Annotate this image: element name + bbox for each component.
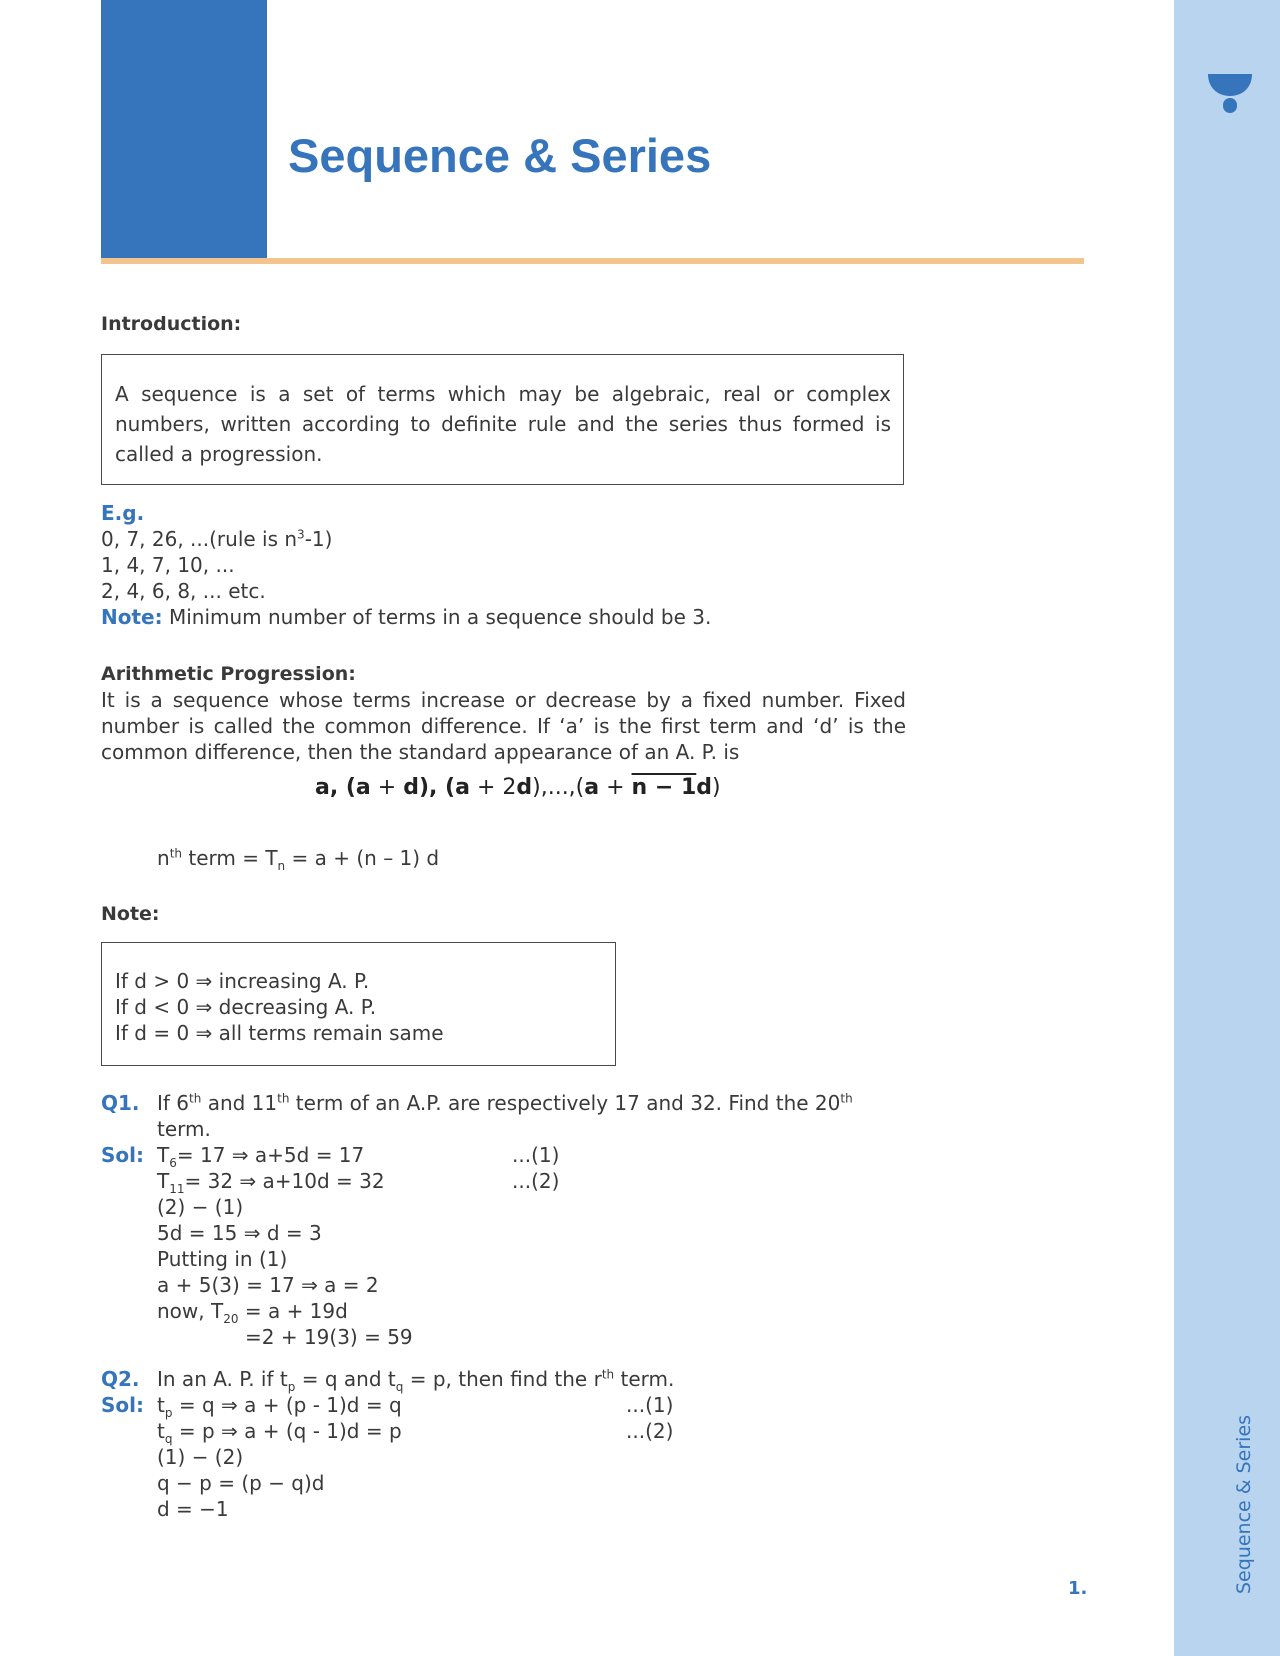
q1-sol-label: Sol: — [101, 1143, 144, 1167]
q1-step-7: now, $T_{20} = a + 19d$ — [157, 1299, 348, 1326]
q2-step-3: (1) − (2) — [157, 1445, 244, 1469]
q2-label: Q2. — [101, 1367, 140, 1391]
q1-step-8: =2 + 19(3) = 59 — [245, 1325, 413, 1349]
example-line-2: 1, 4, 7, 10, ... — [101, 553, 235, 577]
introduction-heading: Introduction: — [101, 313, 242, 335]
definition-box — [101, 354, 904, 485]
note-line-increasing: If d > 0 ⇒ increasing A. P. — [115, 969, 370, 993]
q1-step-3: (2) − (1) — [157, 1195, 244, 1219]
note-minimum-terms: Note: Minimum number of terms in a sequence should be 3. — [101, 605, 712, 629]
sidebar-vertical-title: Sequence & Series — [1233, 1414, 1255, 1594]
q2-ref-1: ...(1) — [626, 1393, 674, 1417]
right-sidebar — [1174, 0, 1280, 1656]
q2-question: In an A. P. if $t_p = q$ and $t_q = p$, then find the $r^{th}$ term. — [157, 1367, 675, 1394]
q1-ref-1: ...(1) — [512, 1143, 560, 1167]
eg-label: E.g. — [101, 501, 145, 525]
example-line-3: 2, 4, 6, 8, ... etc. — [101, 579, 266, 603]
ap-standard-formula: a, (a + d), (a + 2d),...,(a + n − 1d) — [315, 775, 721, 800]
note-box — [101, 942, 616, 1066]
q1-step-5: Putting in (1) — [157, 1247, 288, 1271]
header-color-block — [101, 0, 267, 258]
example-line-1: 0, 7, 26, ...(rule is $n^3-1$) — [101, 527, 333, 551]
q1-step-6: a + 5(3) = 17 ⇒ a = 2 — [157, 1273, 379, 1297]
q1-step-4: 5d = 15 ⇒ d = 3 — [157, 1221, 322, 1245]
note-heading: Note: — [101, 903, 160, 925]
q2-step-4: q − p = (p − q)d — [157, 1471, 325, 1495]
note-line-decreasing: If d < 0 ⇒ decreasing A. P. — [115, 995, 377, 1019]
q2-step-1: $t_p = q$ ⇒ a + (p - 1)d = q — [157, 1393, 402, 1420]
q1-step-1: $T_6= 17$ ⇒ a+5d = 17 — [157, 1143, 365, 1170]
definition-text: A sequence is a set of terms which may be algebraic, real or complex numbers, written according to definite rule and the series thus formed is called a progression. — [115, 382, 891, 466]
q1-label: Q1. — [101, 1091, 140, 1115]
unacademy-cup-icon — [1208, 74, 1252, 120]
q1-step-2: $T_{11}= 32$ ⇒ a+10d = 32 — [157, 1169, 385, 1196]
nth-term-formula: $n^{th}$ term = $T_n = a + (n - 1)$ d — [157, 846, 440, 873]
q1-ref-2: ...(2) — [512, 1169, 560, 1193]
header-divider — [101, 258, 1084, 264]
q1-question-cont: term. — [157, 1117, 211, 1141]
q2-step-2: $t_q = p$ ⇒ a + (q - 1)d = p — [157, 1419, 402, 1446]
note-line-constant: If d = 0 ⇒ all terms remain same — [115, 1021, 444, 1045]
q2-sol-label: Sol: — [101, 1393, 144, 1417]
q2-ref-2: ...(2) — [626, 1419, 674, 1443]
q2-step-5: d = −1 — [157, 1497, 229, 1521]
page-number: 1. — [1068, 1578, 1088, 1599]
ap-heading: Arithmetic Progression: — [101, 663, 356, 685]
q1-question: If 6th and 11th term of an A.P. are respectively 17 and 32. Find the 20th — [157, 1091, 853, 1115]
page-title: Sequence & Series — [288, 129, 712, 182]
ap-paragraph: It is a sequence whose terms increase or decrease by a fixed number. Fixed number is called the common difference. If ‘a’ is the first term and ‘d’ is the common difference, then the standard appearance of an A. P. is — [101, 688, 906, 764]
